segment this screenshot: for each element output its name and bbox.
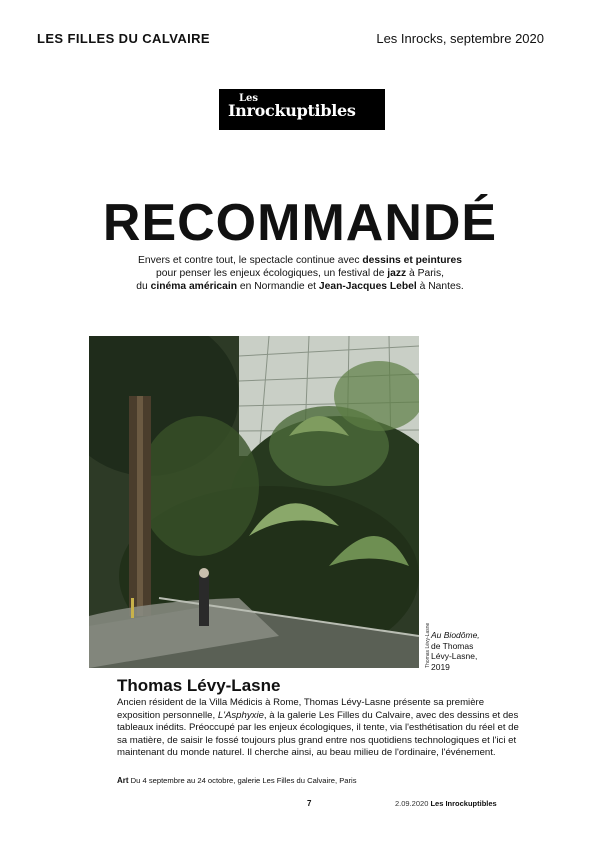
source-label: Les Inrocks, septembre 2020 <box>376 31 544 46</box>
info-label: Art <box>117 776 129 785</box>
intro-text: en Normandie et <box>237 281 319 292</box>
intro-bold: jazz <box>387 268 407 279</box>
article-text: , à la galerie Les Filles du Calvaire, avec des dessins et des tableaux inédits. Préoccupé par les enjeux écologiques, il tente, via l'esthétisation du réel et de sa matière, de saisir le fossé toujours plus grand entre nos quotidiens technologiques et l'ici et maintenant du monde naturel. Il cherche ainsi, au beau milieu de l'ordinaire, l'événement. <box>117 709 519 759</box>
info-text: Du 4 septembre au 24 octobre, galerie Les Filles du Calvaire, Paris <box>128 776 357 785</box>
photo-credit <box>418 600 431 668</box>
caption-line: Lévy-Lasne, <box>431 651 478 661</box>
caption-line: de Thomas <box>431 640 474 651</box>
caption-year: 2019 <box>431 661 450 672</box>
intro-text: à Paris, <box>406 268 444 279</box>
intro-text: pour penser les enjeux écologiques, un festival de <box>156 268 388 279</box>
intro-text: Envers et contre tout, le spectacle continue avec <box>138 255 363 266</box>
footer-date: 2.09.2020 <box>395 799 431 808</box>
intro-text: à Nantes. <box>416 281 464 292</box>
page-headline: RECOMMANDÉ <box>102 194 498 252</box>
exhibition-info <box>117 776 357 785</box>
intro-bold: cinéma américain <box>150 281 238 292</box>
footer-magazine: Les Inrockuptibles <box>430 799 497 808</box>
gallery-name: LES FILLES DU CALVAIRE <box>37 31 210 46</box>
article-body <box>117 697 521 760</box>
intro-paragraph <box>80 254 520 293</box>
artwork-painting <box>89 336 419 668</box>
caption-title: Au Biodôme, <box>431 630 480 640</box>
intro-bold: Jean-Jacques Lebel <box>318 281 417 292</box>
intro-text: du <box>136 281 151 292</box>
artwork-image <box>89 336 419 668</box>
exhibition-title: L'Asphyxie <box>217 709 264 721</box>
artwork-caption <box>431 630 511 672</box>
magazine-logo <box>219 89 385 130</box>
page-number: 7 <box>307 799 312 808</box>
artist-name: Thomas Lévy-Lasne <box>117 676 281 695</box>
logo-main-text: Inrockuptibles <box>228 101 356 120</box>
article-text: Ancien résident de la Villa Médicis à Rome, Thomas Lévy-Lasne présente sa première exposition personnelle, <box>117 697 485 721</box>
photo-credit-text: Thomas Lévy-Lasne <box>425 622 431 668</box>
footer-issue <box>395 799 497 808</box>
logo-small-text: Les <box>239 93 259 104</box>
intro-bold: dessins et peintures <box>362 255 462 266</box>
